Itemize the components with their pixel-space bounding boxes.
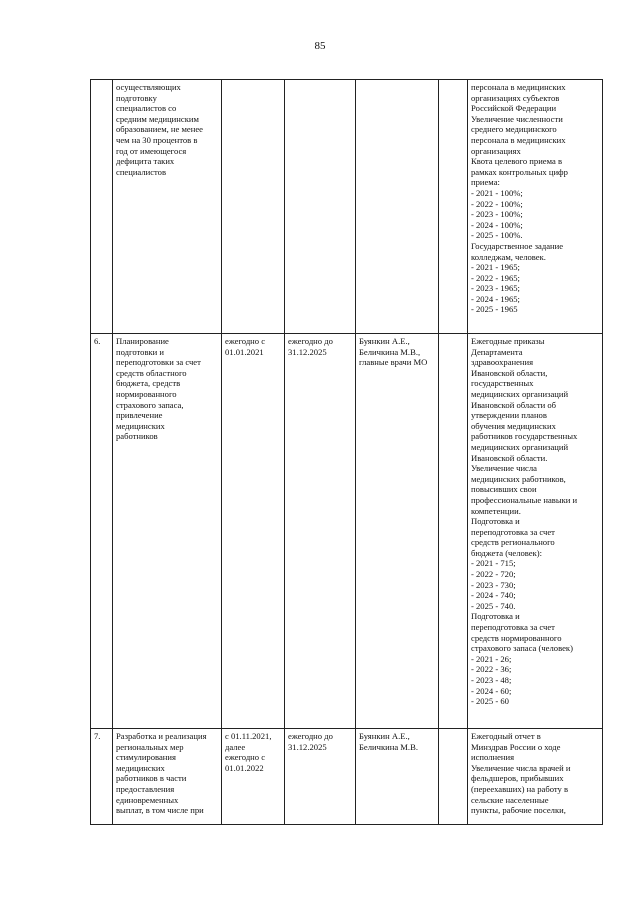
text-line: главные врачи МО — [359, 357, 428, 368]
start-date-cell — [222, 729, 285, 825]
responsible-cell — [356, 729, 439, 825]
end-date-cell — [285, 80, 356, 334]
text-line: государственных — [471, 378, 534, 389]
text-line: - 2021 - 26; — [471, 653, 512, 664]
table-row — [91, 729, 603, 825]
text-line: Минздрав России о ходе — [471, 741, 561, 752]
text-line: Ивановской области. — [471, 452, 548, 463]
text-line: бюджета (человек): — [471, 547, 543, 558]
text-line: ежегодно до — [288, 336, 333, 346]
text-line: 31.12.2025 — [288, 346, 327, 357]
text-line: (переехавших) на работу в — [471, 783, 569, 794]
text-line: средств регионального — [471, 537, 555, 548]
plan-table — [90, 79, 603, 825]
text-line: с 01.11.2021, — [225, 731, 272, 741]
text-line: медицинских организаций — [471, 441, 569, 452]
text-line: Подготовка и — [471, 611, 520, 622]
text-line: - 2025 - 1965 — [471, 304, 518, 315]
text-line: фельдшеров, прибывших — [471, 773, 564, 784]
text-line: - 2023 - 48; — [471, 675, 512, 685]
text-line: приема: — [471, 177, 500, 188]
responsible-cell — [356, 334, 439, 729]
text-line: среднего медицинского — [471, 124, 557, 135]
text-line: Беличкина М.В. — [359, 741, 418, 752]
text-line: - 2022 - 100%; — [471, 198, 523, 209]
text-line: Квота целевого приема в — [471, 156, 563, 167]
text-line: Планирование — [116, 336, 169, 346]
text-line: - 2023 - 730; — [471, 579, 516, 590]
text-line: единовременных — [116, 794, 179, 805]
table-row — [91, 80, 603, 334]
text-line: работников в части — [116, 773, 187, 784]
text-line: - 2022 - 36; — [471, 664, 512, 675]
text-line: работников государственных — [471, 431, 578, 442]
text-line: медицинских — [116, 420, 165, 431]
text-line: - 2025 - 100%. — [471, 230, 523, 241]
result-cell — [468, 729, 603, 825]
text-line: Беличкина М.В., — [359, 346, 421, 357]
text-line: пункты, рабочие поселки, — [471, 805, 566, 816]
text-line: медицинских — [116, 762, 165, 773]
text-line: 31.12.2025 — [288, 741, 327, 752]
text-line: - 2022 - 720; — [471, 569, 516, 580]
row-number — [91, 729, 113, 825]
result-cell — [468, 334, 603, 729]
activity-cell — [113, 80, 222, 334]
text-line: год от имеющегося — [116, 145, 187, 156]
text-line: - 2021 - 100%; — [471, 187, 523, 198]
text-line: ежегодно до — [288, 731, 333, 741]
text-line: 01.01.2022 — [225, 762, 264, 773]
text-line: Разработка и реализация — [116, 731, 207, 741]
text-line: - 2023 - 1965; — [471, 283, 520, 294]
text-line: - 2025 - 740. — [471, 600, 516, 611]
text-line: - 2021 - 715; — [471, 558, 516, 569]
end-date-cell — [285, 729, 356, 825]
text-line: дефицита таких — [116, 156, 175, 167]
text-line: Увеличение числа — [471, 463, 537, 474]
text-line: специалистов со — [116, 103, 177, 114]
text-line: специалистов — [116, 166, 167, 177]
text-line: переподготовки за счет — [116, 357, 201, 368]
text-line: организациях субъектов — [471, 92, 560, 103]
text-line: переподготовка за счет — [471, 526, 555, 537]
text-line: Ивановской области об — [471, 399, 557, 410]
text-line: далее — [225, 741, 246, 752]
text-line: страхового запаса, — [116, 399, 184, 410]
text-line: медицинских работников, — [471, 473, 566, 484]
text-line: подготовки и — [116, 346, 165, 357]
text-line: страхового запаса (человек) — [471, 643, 573, 654]
result-cell — [468, 80, 603, 334]
start-date-cell — [222, 80, 285, 334]
empty-cell — [439, 80, 468, 334]
text-line: - 2024 - 740; — [471, 590, 516, 601]
text-line: средним медицинским — [116, 113, 199, 124]
text-line: Ежегодный отчет в — [471, 731, 541, 741]
text-line: переподготовка за счет — [471, 622, 555, 633]
row-number — [91, 334, 113, 729]
text-line: ежегодно с — [225, 336, 266, 346]
text-line: колледжам, человек. — [471, 251, 546, 262]
text-line: - 2022 - 1965; — [471, 272, 520, 283]
text-line: здравоохранения — [471, 357, 534, 368]
empty-cell — [439, 729, 468, 825]
page-number: 85 — [314, 40, 326, 52]
row-number — [91, 80, 113, 334]
activity-cell — [113, 729, 222, 825]
text-line: - 2024 - 1965; — [471, 293, 520, 304]
cell-text: 6. — [94, 336, 101, 346]
text-line: обучения медицинских — [471, 420, 556, 431]
text-line: сельские населенные — [471, 794, 549, 805]
text-line: ежегодно с — [225, 752, 266, 763]
text-line: 01.01.2021 — [225, 346, 264, 357]
text-line: Увеличение числа врачей и — [471, 762, 571, 773]
text-line: бюджета, средств — [116, 378, 181, 389]
text-line: образованием, не менее — [116, 124, 203, 135]
text-line: утверждении планов — [471, 410, 547, 421]
text-line: подготовку — [116, 92, 157, 103]
text-line: Буянкин А.Е., — [359, 731, 410, 741]
cell-text: 7. — [94, 731, 101, 741]
responsible-cell — [356, 80, 439, 334]
text-line: - 2024 - 60; — [471, 685, 512, 696]
text-line: - 2021 - 1965; — [471, 262, 520, 273]
text-line: повысивших свои — [471, 484, 537, 495]
start-date-cell — [222, 334, 285, 729]
end-date-cell — [285, 334, 356, 729]
text-line: региональных мер — [116, 741, 184, 752]
text-line: Увеличение численности — [471, 113, 563, 124]
activity-cell — [113, 334, 222, 729]
text-line: средств областного — [116, 367, 187, 378]
text-line: организациях — [471, 145, 521, 156]
text-line: - 2024 - 100%; — [471, 219, 523, 230]
text-line: компетенции. — [471, 505, 521, 516]
text-line: работников — [116, 431, 158, 442]
text-line: предоставления — [116, 783, 175, 794]
empty-cell — [439, 334, 468, 729]
text-line: Ивановской области, — [471, 367, 548, 378]
text-line: персонала в медицинских — [471, 134, 566, 145]
text-line: - 2025 - 60 — [471, 696, 509, 707]
text-line: Подготовка и — [471, 516, 520, 527]
text-line: Буянкин А.Е., — [359, 336, 410, 346]
text-line: персонала в медицинских — [471, 82, 566, 92]
table-row — [91, 334, 603, 729]
text-line: привлечение — [116, 410, 163, 421]
text-line: Ежегодные приказы — [471, 336, 545, 346]
text-line: чем на 30 процентов в — [116, 134, 198, 145]
text-line: медицинских организаций — [471, 388, 569, 399]
text-line: Государственное задание — [471, 240, 564, 251]
text-line: исполнения — [471, 752, 515, 763]
text-line: средств нормированного — [471, 632, 562, 643]
text-line: рамках контрольных цифр — [471, 166, 568, 177]
text-line: выплат, в том числе при — [116, 805, 204, 816]
text-line: Российской Федерации — [471, 103, 557, 114]
text-line: Департамента — [471, 346, 523, 357]
text-line: нормированного — [116, 388, 177, 399]
text-line: стимулирования — [116, 752, 176, 763]
text-line: осуществляющих — [116, 82, 181, 92]
text-line: профессиональные навыки и — [471, 494, 578, 505]
text-line: - 2023 - 100%; — [471, 209, 523, 220]
